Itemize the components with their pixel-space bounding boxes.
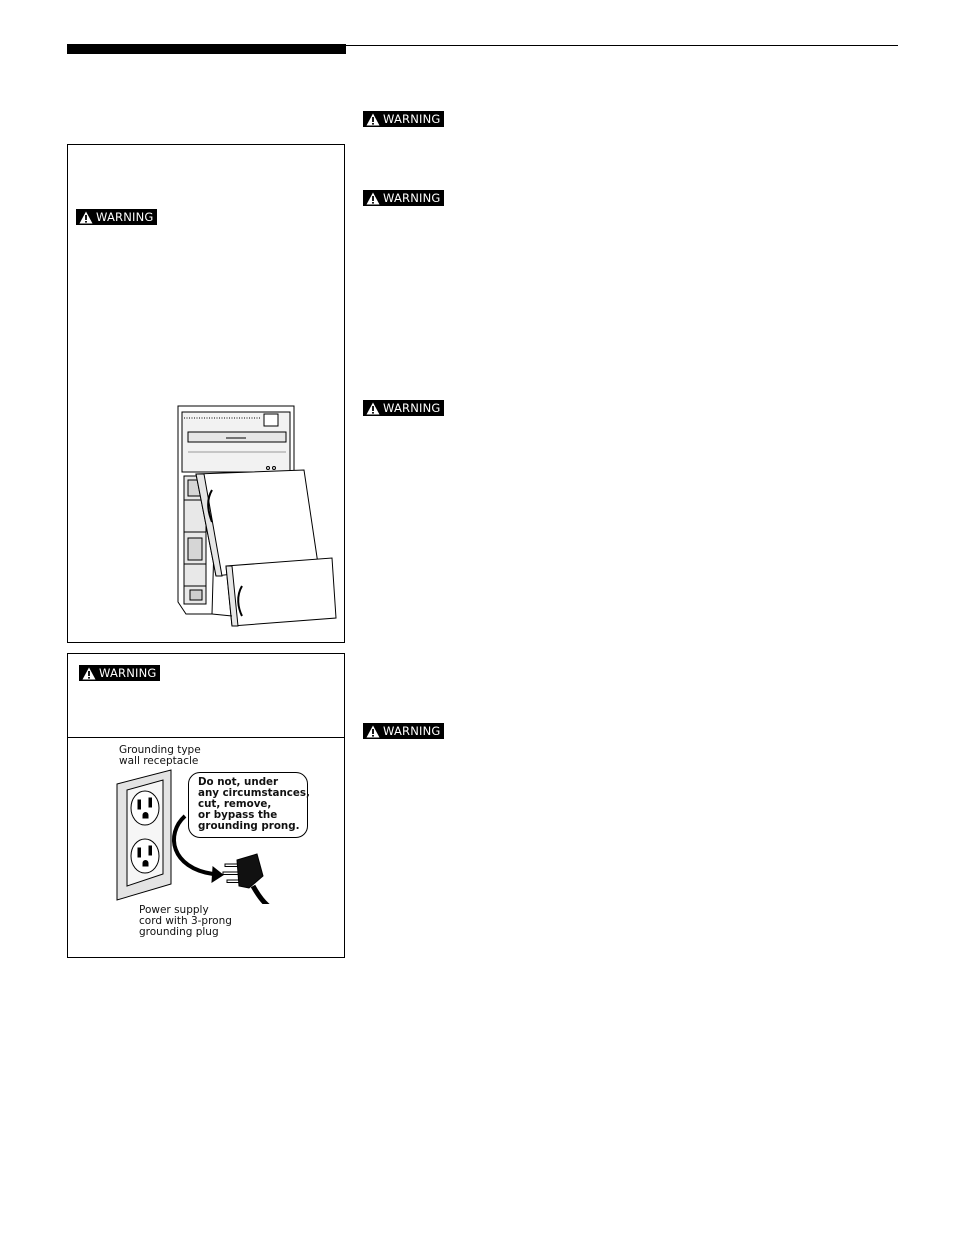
warning-badge [79, 665, 160, 681]
warning-text: WARNING [383, 112, 441, 126]
header-rule-thick [67, 44, 346, 54]
warning-text: WARNING [96, 210, 154, 224]
door-removal-panel [67, 144, 345, 643]
header-rule-thin [346, 45, 898, 46]
grounding-prong-callout: Do not, under any circumstances, cut, remove, or bypass the grounding prong. [188, 772, 308, 838]
exclamation-triangle-icon [366, 192, 380, 205]
warning-text: WARNING [99, 666, 157, 680]
cord-label: Power supply cord with 3-prong grounding plug [139, 904, 232, 938]
refrigerator-doors-removed-illustration [176, 404, 346, 639]
exclamation-triangle-icon [79, 211, 93, 224]
warning-badge [363, 400, 444, 416]
panel-divider [68, 737, 344, 738]
warning-badge [76, 209, 157, 225]
receptacle-label: Grounding type wall receptacle [119, 744, 201, 767]
warning-text: WARNING [383, 724, 441, 738]
warning-badge [363, 723, 444, 739]
warning-text: WARNING [383, 401, 441, 415]
exclamation-triangle-icon [366, 113, 380, 126]
warning-text: WARNING [383, 191, 441, 205]
exclamation-triangle-icon [366, 402, 380, 415]
warning-badge [363, 190, 444, 206]
exclamation-triangle-icon [82, 667, 96, 680]
warning-badge [363, 111, 444, 127]
grounding-panel [67, 653, 345, 958]
exclamation-triangle-icon [366, 725, 380, 738]
